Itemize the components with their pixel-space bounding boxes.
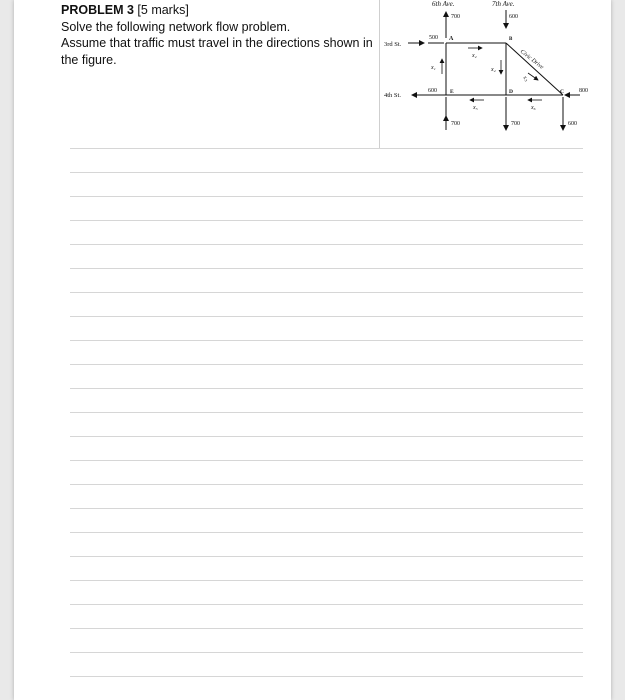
flow-600-bottom-right: 600 xyxy=(568,121,577,127)
answer-line xyxy=(70,388,583,389)
answer-lines xyxy=(70,148,583,700)
problem-title: PROBLEM 3 xyxy=(61,3,134,17)
answer-line xyxy=(70,220,583,221)
flow-600-top: 600 xyxy=(509,14,518,20)
var-x2: x₂ xyxy=(472,53,477,59)
network-flow-figure xyxy=(380,0,605,148)
street-label-civic-drive: Civic Drive xyxy=(518,48,545,71)
answer-line xyxy=(70,148,583,149)
flow-500: 500 xyxy=(429,35,438,41)
answer-line xyxy=(70,652,583,653)
var-x4: x₄ xyxy=(491,67,496,73)
answer-line xyxy=(70,460,583,461)
answer-line xyxy=(70,340,583,341)
answer-line xyxy=(70,172,583,173)
flow-700-bottom-left: 700 xyxy=(451,121,460,127)
node-a: A xyxy=(449,36,454,42)
var-x1: x₁ xyxy=(431,65,436,71)
worksheet-page xyxy=(14,0,611,700)
problem-marks: [5 marks] xyxy=(137,3,189,17)
answer-line xyxy=(70,484,583,485)
problem-line-1: Solve the following network flow problem. xyxy=(61,19,291,34)
flow-600-left: 600 xyxy=(428,88,437,94)
var-x3: x₃ xyxy=(521,74,530,83)
node-d: D xyxy=(509,89,513,95)
flow-700-top: 700 xyxy=(451,14,460,20)
problem-statement xyxy=(61,2,373,68)
answer-line xyxy=(70,364,583,365)
answer-line xyxy=(70,316,583,317)
street-label-4th-st: 4th St. xyxy=(384,92,401,99)
var-x5: x₅ xyxy=(473,105,478,111)
answer-line xyxy=(70,268,583,269)
answer-line xyxy=(70,436,583,437)
answer-line xyxy=(70,676,583,677)
answer-line xyxy=(70,508,583,509)
node-c: C xyxy=(560,89,564,95)
arrow-x3 xyxy=(528,73,538,80)
answer-line xyxy=(70,292,583,293)
answer-line xyxy=(70,628,583,629)
node-b: B xyxy=(509,37,513,42)
street-label-6th-ave: 6th Ave. xyxy=(432,0,455,8)
street-label-3rd-st: 3rd St. xyxy=(384,41,402,48)
var-x6: x₆ xyxy=(531,105,536,111)
answer-line xyxy=(70,580,583,581)
answer-line xyxy=(70,196,583,197)
answer-line xyxy=(70,556,583,557)
answer-line xyxy=(70,412,583,413)
node-e: E xyxy=(450,89,454,95)
flow-800: 800 xyxy=(579,88,588,94)
problem-line-2: Assume that traffic must travel in the directions shown in the figure. xyxy=(61,36,373,67)
edge-b-c xyxy=(506,43,563,95)
answer-line xyxy=(70,244,583,245)
street-label-7th-ave: 7th Ave. xyxy=(492,0,515,8)
flow-700-bottom-mid: 700 xyxy=(511,121,520,127)
answer-line xyxy=(70,604,583,605)
answer-line xyxy=(70,532,583,533)
